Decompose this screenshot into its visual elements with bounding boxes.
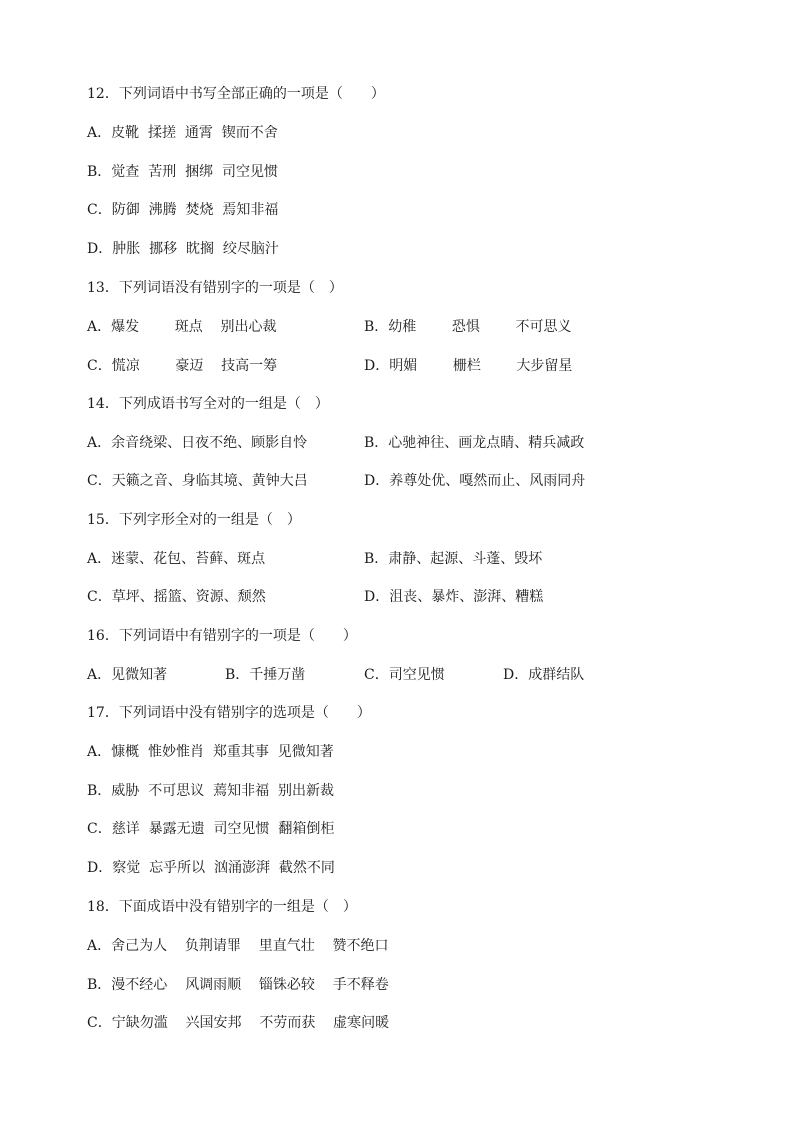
question-17-option-b: B．威胁 不可思议 蔫知非福 别出新裁 bbox=[87, 783, 334, 799]
question-12-stem: 12．下列词语中书写全部正确的一项是（ ） bbox=[87, 86, 385, 102]
question-14-option-d: D．养尊处优、嘎然而止、风雨同舟 bbox=[364, 473, 586, 489]
question-15-stem: 15．下列字形全对的一组是（ ） bbox=[87, 512, 301, 528]
question-16-option-b: B．千捶万凿 bbox=[225, 667, 306, 683]
question-13-option-a: A．爆发 斑点 别出心裁 bbox=[87, 319, 277, 335]
question-15-option-c: C．草坪、摇篮、资源、颓然 bbox=[87, 589, 266, 605]
question-18-option-a: A．舍己为人 负荆请罪 里直气壮 赞不绝口 bbox=[87, 938, 389, 954]
question-14-option-a: A．余音绕梁、日夜不绝、顾影自怜 bbox=[87, 435, 308, 451]
question-16-option-d: D．成群结队 bbox=[503, 667, 585, 683]
question-18-option-b: B．漫不经心 风调雨顺 锱铢必较 手不释卷 bbox=[87, 977, 389, 993]
question-15-option-d: D．沮丧、暴炸、澎湃、糟糕 bbox=[364, 589, 544, 605]
question-16-stem: 16．下列词语中有错别字的一项是（ ） bbox=[87, 628, 357, 644]
question-12-option-b: B．觉查 苦刑 捆绑 司空见惯 bbox=[87, 164, 278, 180]
question-14-stem: 14．下列成语书写全对的一组是（ ） bbox=[87, 396, 329, 412]
question-13-stem: 13．下列词语没有错别字的一项是（ ） bbox=[87, 280, 343, 296]
question-13-option-b: B．幼稚 恐惧 不可思义 bbox=[364, 319, 572, 335]
question-16-option-a: A．见微知著 bbox=[87, 667, 168, 683]
question-15-option-a: A．迷蒙、花包、苔藓、斑点 bbox=[87, 551, 266, 567]
question-12-option-d: D．肿胀 挪移 眈搁 绞尽脑汁 bbox=[87, 241, 279, 257]
question-15-option-b: B．肃静、起源、斗蓬、毁坏 bbox=[364, 551, 543, 567]
question-13-option-d: D．明媚 栅栏 大步留星 bbox=[364, 358, 573, 374]
question-17-stem: 17．下列词语中没有错别字的选项是（ ） bbox=[87, 705, 371, 721]
question-16-option-c: C．司空见惯 bbox=[364, 667, 445, 683]
question-12-option-a: A．皮靴 揉搓 通霄 锲而不舍 bbox=[87, 125, 278, 141]
question-14-option-c: C．天籁之音、身临其境、黄钟大吕 bbox=[87, 473, 308, 489]
question-18-option-c: C．宁缺勿滥 兴国安邦 不劳而获 虚寒问暖 bbox=[87, 1015, 390, 1031]
question-17-option-c: C．慈详 暴露无遗 司空见惯 翻箱倒柜 bbox=[87, 821, 335, 837]
question-14-option-b: B．心驰神往、画龙点睛、精兵减政 bbox=[364, 435, 585, 451]
question-12-option-c: C．防御 沸腾 焚烧 焉知非福 bbox=[87, 202, 279, 218]
question-17-option-d: D．察觉 忘乎所以 汹涌澎湃 截然不同 bbox=[87, 860, 335, 876]
question-13-option-c: C．慌凉 豪迈 技高一筹 bbox=[87, 358, 278, 374]
question-17-option-a: A．慷概 惟妙惟肖 郑重其事 见微知著 bbox=[87, 744, 334, 760]
question-18-stem: 18．下面成语中没有错别字的一组是（ ） bbox=[87, 899, 357, 915]
